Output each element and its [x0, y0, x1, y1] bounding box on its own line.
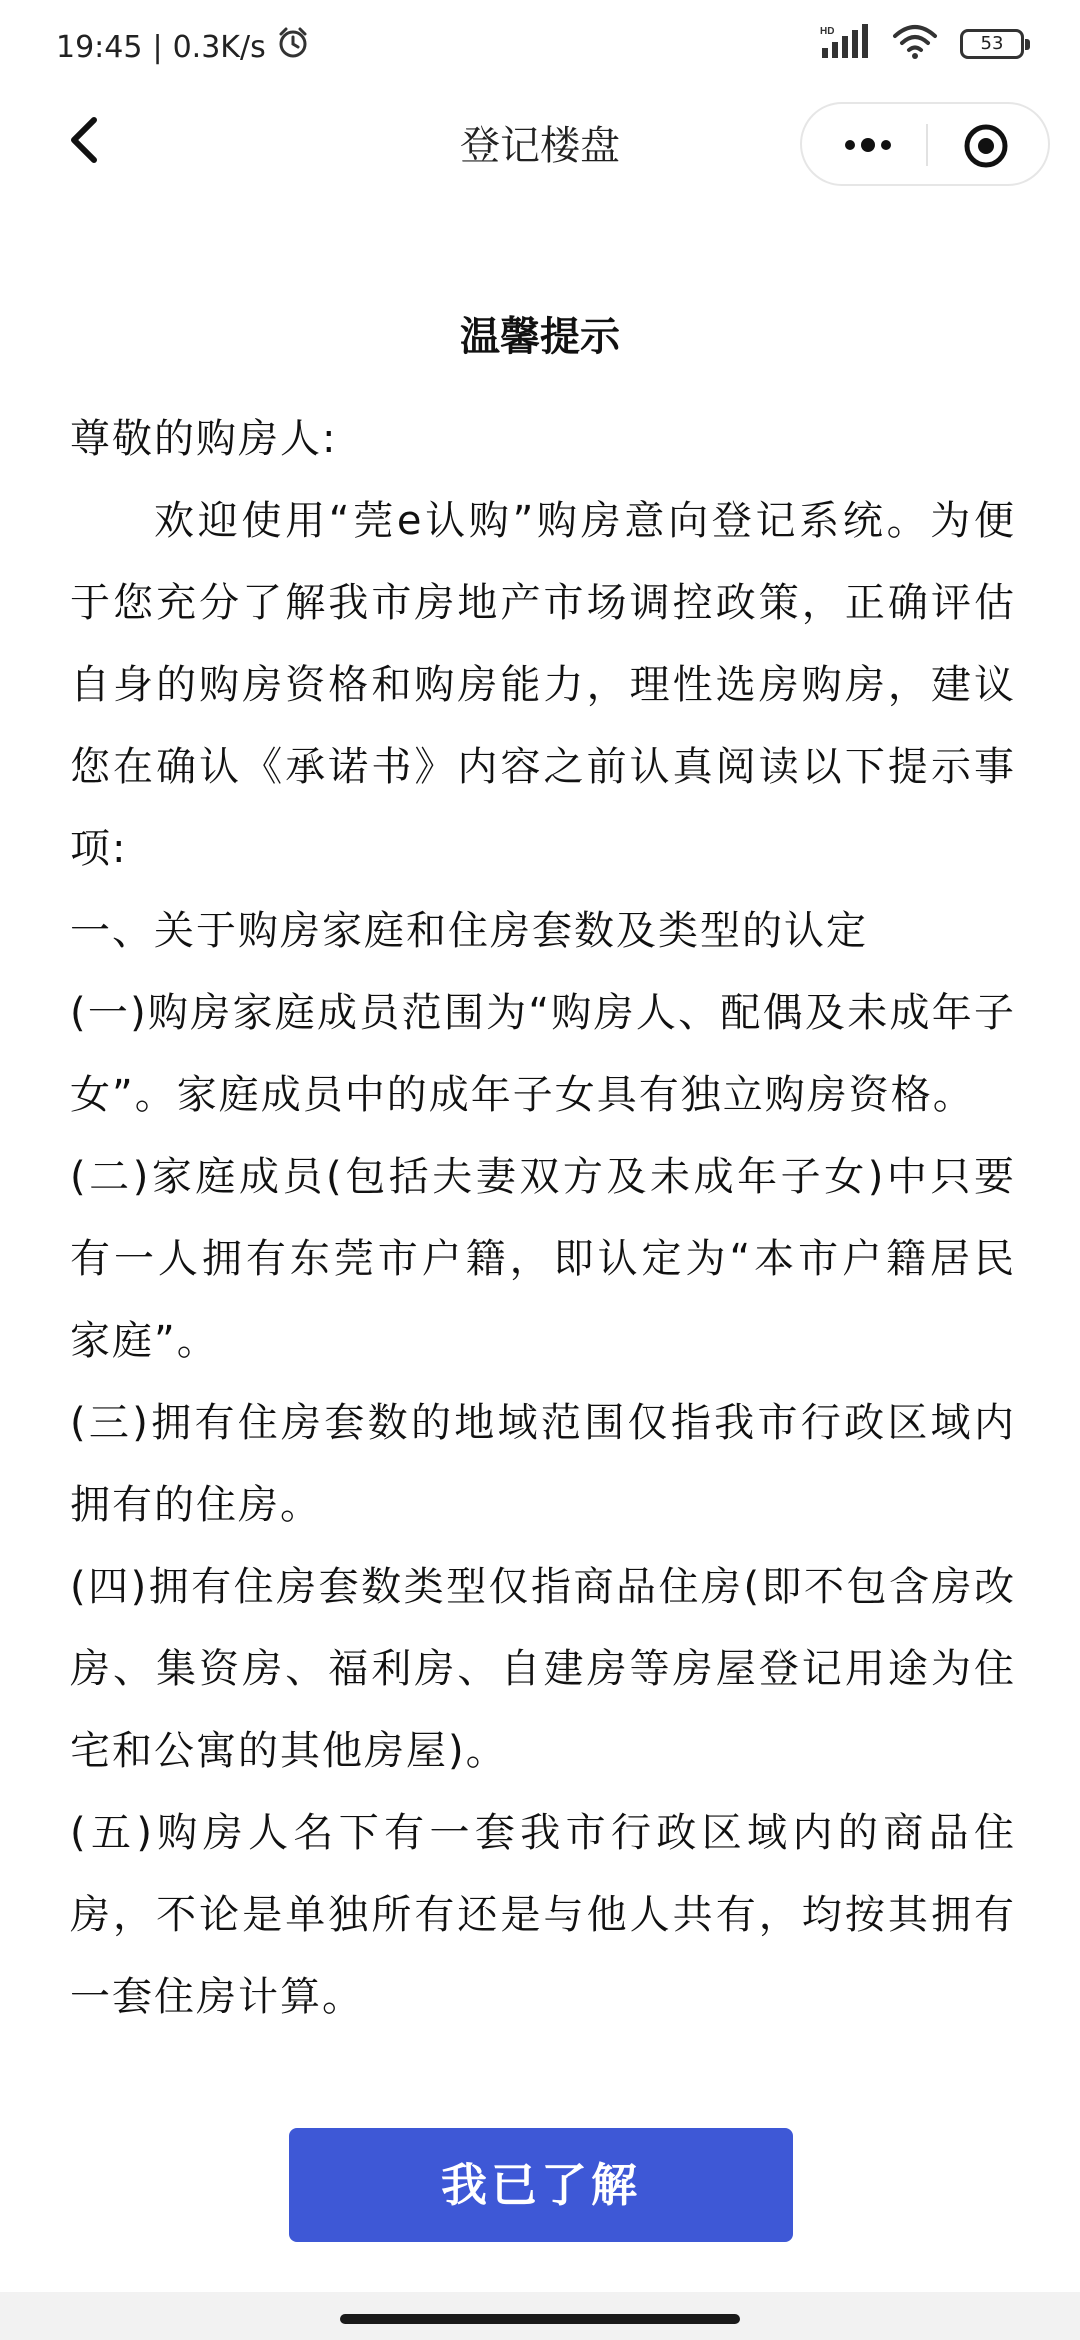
status-left	[56, 26, 310, 68]
confirm-button[interactable]: 我已了解	[289, 2128, 793, 2242]
alarm-clock-icon	[276, 26, 310, 68]
notice-item-1: (一)购房家庭成员范围为“购房人、配偶及未成年子女”。家庭成员中的成年子女具有独立购房资格。	[70, 990, 1016, 1118]
notice-title: 温馨提示	[460, 314, 620, 360]
capsule-divider	[926, 124, 928, 166]
status-separator: |	[152, 29, 163, 65]
status-bar	[0, 0, 1080, 96]
nav-bar	[0, 96, 1080, 200]
status-right	[820, 24, 1024, 64]
battery-icon	[960, 29, 1024, 59]
notice-section-heading: 一、关于购房家庭和住房套数及类型的认定	[70, 908, 868, 954]
status-time: 19:45	[56, 29, 143, 65]
close-button[interactable]	[962, 122, 1010, 170]
home-indicator[interactable]	[340, 2314, 740, 2324]
notice-intro: 欢迎使用“莞e认购”购房意向登记系统。为便于您充分了解我市房地产市场调控政策，正确评估自身的购房资格和购房能力，理性选房购房，建议您在确认《承诺书》内容之前认真阅读以下提示事项:	[70, 498, 1016, 872]
notice-item-2: (二)家庭成员(包括夫妻双方及未成年子女)中只要有一人拥有东莞市户籍，即认定为“本市户籍居民家庭”。	[70, 1154, 1016, 1364]
notice-item-4: (四)拥有住房套数类型仅指商品住房(即不包含房改房、集资房、福利房、自建房等房屋登记用途为住宅和公寓的其他房屋)。	[70, 1564, 1016, 1774]
notice-greeting: 尊敬的购房人:	[70, 416, 338, 462]
more-button[interactable]	[838, 124, 898, 166]
wifi-icon	[892, 24, 938, 64]
target-close-icon	[962, 122, 1010, 170]
notice-item-5: (五)购房人名下有一套我市行政区域内的商品住房，不论是单独所有还是与他人共有，均按其拥有一套住房计算。	[70, 1810, 1016, 2020]
more-dots-icon	[838, 124, 898, 166]
status-network-speed: 0.3K/s	[172, 29, 266, 65]
signal-hd-label: HD	[820, 26, 835, 37]
mini-program-capsule	[800, 102, 1050, 186]
notice-item-3: (三)拥有住房套数的地域范围仅指我市行政区域内拥有的住房。	[70, 1400, 1016, 1528]
battery-level: 53	[980, 33, 1004, 54]
notice-content	[70, 398, 1016, 2038]
signal-icon	[820, 24, 870, 64]
page-title: 登记楼盘	[460, 123, 620, 169]
